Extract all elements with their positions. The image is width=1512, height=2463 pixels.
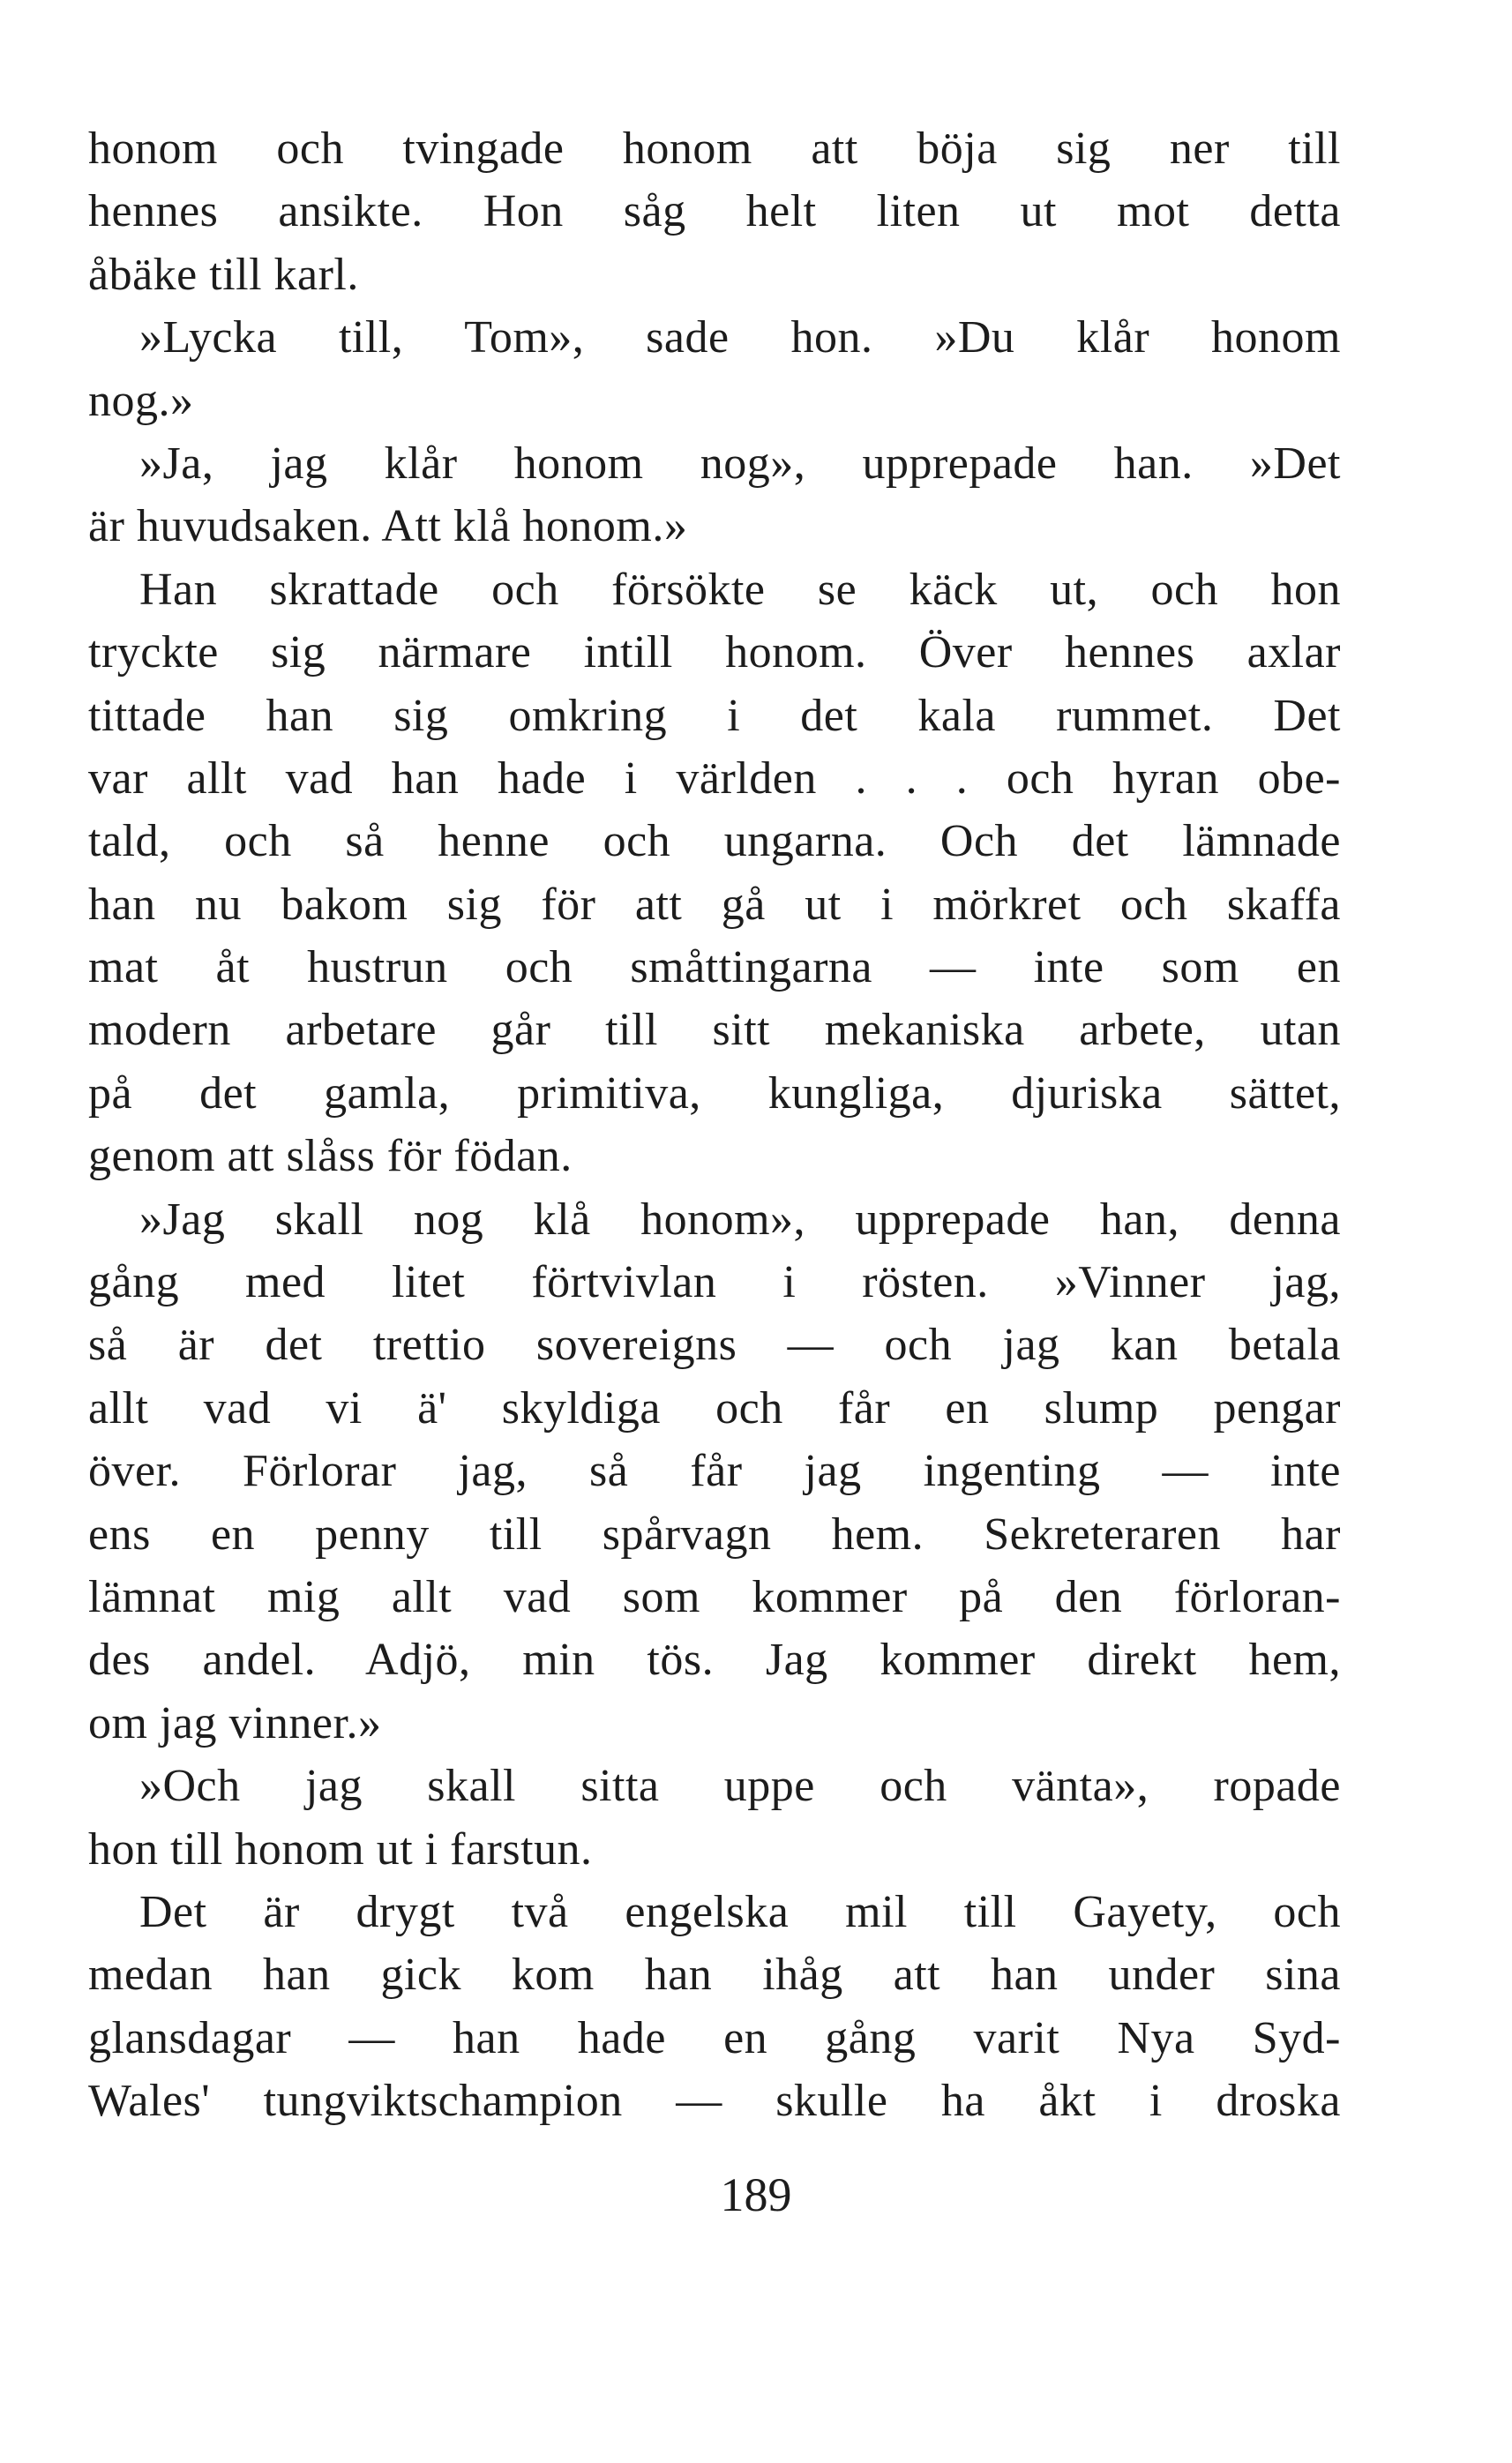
text-line: hon till honom ut i farstun. bbox=[88, 1823, 593, 1875]
text-line: på det gamla, primitiva, kungliga, djuriska sättet, bbox=[88, 1067, 1341, 1119]
text-line: tittade han sig omkring i det kala rummet. Det bbox=[88, 690, 1341, 741]
text-line: hennes ansikte. Hon såg helt liten ut mot detta bbox=[88, 186, 1341, 237]
text-line: »Och jag skall sitta uppe och vänta», ropade bbox=[139, 1761, 1341, 1812]
text-line: »Ja, jag klår honom nog», upprepade han. »Det bbox=[139, 438, 1341, 489]
text-line: är huvudsaken. Att klå honom.» bbox=[88, 501, 688, 552]
text-line: var allt vad han hade i världen . . . och hyran obe- bbox=[88, 752, 1341, 804]
text-line: tryckte sig närmare intill honom. Över hennes axlar bbox=[88, 627, 1341, 678]
text-line: honom och tvingade honom att böja sig ner till bbox=[88, 124, 1341, 174]
text-line: genom att slåss för födan. bbox=[88, 1131, 573, 1182]
text-line: »Jag skall nog klå honom», upprepade han, denna bbox=[139, 1194, 1341, 1245]
text-line: modern arbetare går till sitt mekaniska arbete, utan bbox=[88, 1005, 1341, 1056]
text-line: över. Förlorar jag, så får jag ingenting — inte bbox=[88, 1446, 1341, 1497]
text-line: »Lycka till, Tom», sade hon. »Du klår honom bbox=[139, 312, 1341, 363]
text-line: nog.» bbox=[88, 375, 194, 426]
text-line: allt vad vi ä' skyldiga och får en slump pengar bbox=[88, 1382, 1341, 1434]
text-line: om jag vinner.» bbox=[88, 1697, 382, 1748]
text-line: glansdagar — han hade en gång varit Nya Syd- bbox=[88, 2012, 1341, 2063]
text-line: mat åt hustrun och småttingarna — inte som en bbox=[88, 942, 1341, 993]
text-line: Det är drygt två engelska mil till Gayety, och bbox=[139, 1886, 1341, 1937]
text-line: åbäke till karl. bbox=[88, 249, 359, 300]
text-line: så är det trettio sovereigns — och jag kan betala bbox=[88, 1320, 1341, 1371]
body-text bbox=[88, 117, 1341, 2133]
text-line: tald, och så henne och ungarna. Och det lämnade bbox=[88, 816, 1341, 867]
text-line: ens en penny till spårvagn hem. Sekreteraren har bbox=[88, 1508, 1341, 1560]
text-line: lämnat mig allt vad som kommer på den förloran- bbox=[88, 1571, 1341, 1622]
text-line: Han skrattade och försökte se käck ut, och hon bbox=[139, 564, 1341, 615]
text-line: gång med litet förtvivlan i rösten. »Vinner jag, bbox=[88, 1257, 1341, 1308]
page-number: 189 bbox=[720, 2168, 792, 2221]
text-line: des andel. Adjö, min tös. Jag kommer direkt hem, bbox=[88, 1635, 1341, 1686]
text-line: han nu bakom sig för att gå ut i mörkret och skaffa bbox=[88, 879, 1341, 930]
text-line: medan han gick kom han ihåg att han under sina bbox=[88, 1950, 1341, 2001]
text-line: Wales' tungviktschampion — skulle ha åkt i droska bbox=[88, 2076, 1341, 2127]
